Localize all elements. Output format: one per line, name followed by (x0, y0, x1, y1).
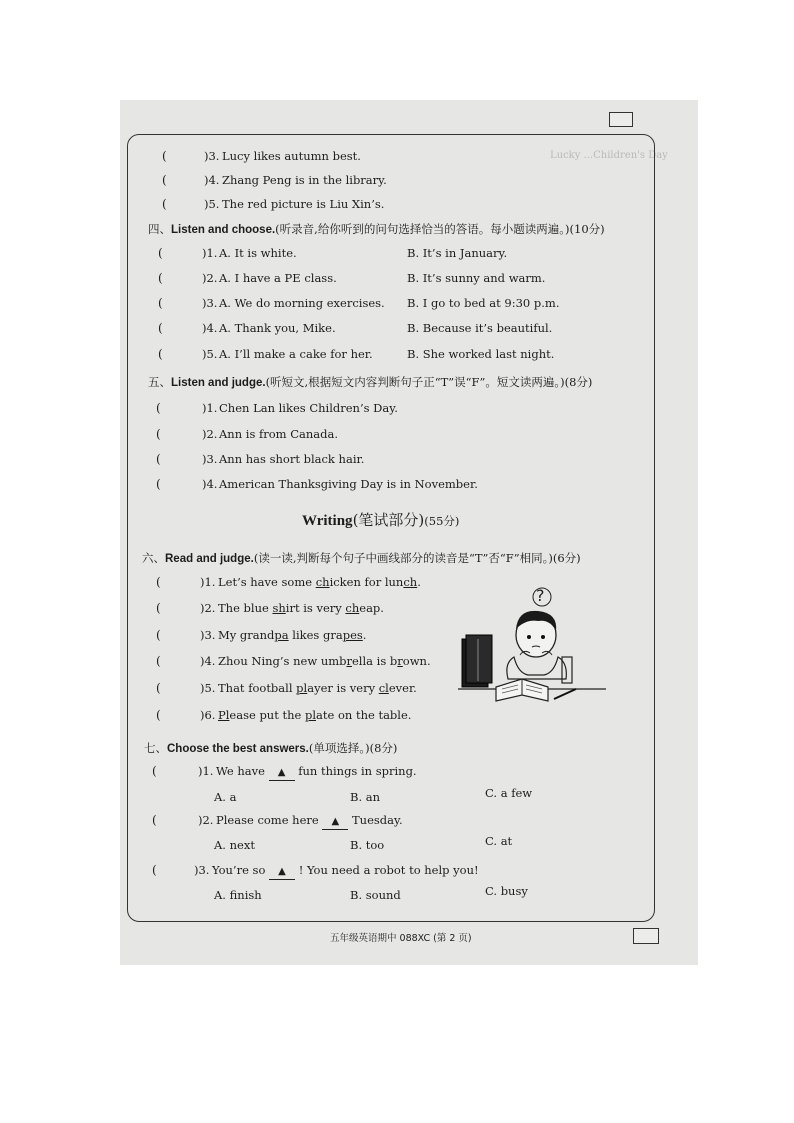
answer-paren-open: ( (152, 813, 157, 827)
answer-paren-open: ( (158, 271, 163, 285)
text-part: Please come here (216, 813, 319, 827)
option-b: B. sound (350, 888, 401, 902)
option-c: C. a few (485, 786, 533, 800)
option-c: C. busy (485, 884, 528, 898)
underlined-part: ch (345, 601, 360, 615)
option-a: A. We do morning exercises. (219, 296, 385, 310)
text-part: fun things in spring. (298, 764, 417, 778)
thinking-boy-illustration (458, 583, 608, 718)
text-part: ! You need a robot to help you! (298, 863, 479, 877)
question-number: )1. (198, 764, 214, 778)
question-text (218, 628, 366, 642)
text-part: The blue (218, 601, 273, 615)
question-number: )2. (200, 601, 216, 615)
underlined-part: pes (342, 628, 363, 642)
question-text: American Thanksgiving Day is in November. (219, 477, 478, 491)
text-part: irt is very (285, 601, 346, 615)
text-part: icken for lun (329, 575, 404, 589)
question-text (218, 575, 421, 589)
text-part: You’re so (212, 863, 266, 877)
answer-paren-open: ( (152, 764, 157, 778)
question-text (218, 654, 431, 668)
option-a: A. It is white. (219, 246, 297, 260)
svg-text:?: ? (536, 586, 545, 605)
answer-paren-open: ( (152, 863, 157, 877)
text-part: That football (218, 681, 297, 695)
text-part: We have (216, 764, 265, 778)
question-text (218, 601, 384, 615)
question-number: )2. (202, 427, 218, 441)
underlined-part: ch (403, 575, 418, 589)
answer-paren-open: ( (162, 173, 167, 187)
question-number: )3. (200, 628, 216, 642)
corner-box-top (609, 112, 633, 127)
underlined-part: pl (296, 681, 308, 695)
question-text (218, 681, 417, 695)
option-a: A. I have a PE class. (219, 271, 337, 285)
underlined-part: r (397, 654, 403, 668)
option-b: B. It’s sunny and warm. (407, 271, 546, 285)
answer-paren-open: ( (158, 296, 163, 310)
writing-heading: Writing(笔试部分)(55分) (302, 511, 460, 529)
answer-paren-open: ( (158, 347, 163, 361)
answer-paren-open: ( (162, 197, 167, 211)
question-text: Ann is from Canada. (219, 427, 339, 441)
underlined-part: ch (315, 575, 330, 589)
answer-paren-open: ( (158, 321, 163, 335)
text-part: . (362, 628, 367, 642)
section6-heading: 六、Read and judge.(读一读,判断每个句子中画线部分的读音是“T”否“F”相同。)(6分) (142, 551, 581, 565)
exam-sheet (120, 100, 698, 965)
question-text (216, 813, 403, 830)
text-part: ella is b (352, 654, 398, 668)
option-a: A. Thank you, Mike. (219, 321, 336, 335)
underlined-part: sh (272, 601, 286, 615)
question-number: )1. (202, 246, 218, 260)
bleed-through: Lucky ...Children's Day (550, 150, 668, 161)
question-number: )3. (202, 296, 218, 310)
question-number: )4. (202, 477, 218, 491)
question-number: )6. (200, 708, 216, 722)
question-number: )2. (198, 813, 214, 827)
corner-box-bottom (633, 928, 659, 944)
underlined-part: Pl (218, 708, 230, 722)
text-part: Tuesday. (352, 813, 403, 827)
option-c: C. at (485, 834, 513, 848)
question-number: )4. (204, 173, 220, 187)
question-text (218, 708, 411, 722)
option-b: B. too (350, 838, 385, 852)
text-part: ate on the table. (316, 708, 412, 722)
page-footer: 五年级英语期中 088XC (第 2 页) (330, 933, 472, 944)
answer-paren-open: ( (156, 601, 161, 615)
answer-paren-open: ( (156, 654, 161, 668)
section4-heading: 四、Listen and choose.(听录音,给你听到的问句选择恰当的答语。每小题读两遍。)(10分) (148, 222, 605, 236)
answer-paren-open: ( (162, 149, 167, 163)
question-number: )3. (204, 149, 220, 163)
section7-heading: 七、Choose the best answers.(单项选择。)(8分) (144, 741, 398, 755)
question-text: Zhang Peng is in the library. (222, 173, 387, 187)
answer-paren-open: ( (156, 628, 161, 642)
question-text (212, 863, 479, 880)
question-text: Chen Lan likes Children’s Day. (219, 401, 398, 415)
question-text (216, 764, 417, 781)
option-b: B. Because it’s beautiful. (407, 321, 553, 335)
question-number: )3. (194, 863, 210, 877)
underlined-part: pa (274, 628, 289, 642)
question-text: The red picture is Liu Xin’s. (222, 197, 385, 211)
option-a: A. a (214, 790, 237, 804)
answer-paren-open: ( (158, 246, 163, 260)
text-part: . (417, 575, 421, 589)
question-number: )5. (204, 197, 220, 211)
option-b: B. It’s in January. (407, 246, 508, 260)
question-text: Ann has short black hair. (219, 452, 365, 466)
option-b: B. an (350, 790, 381, 804)
question-text: Lucy likes autumn best. (222, 149, 361, 163)
option-a: A. finish (214, 888, 262, 902)
text-part: My grand (218, 628, 275, 642)
text-part: ease put the (229, 708, 305, 722)
answer-blank: ▲ (269, 865, 295, 880)
text-part: Let’s have some (218, 575, 316, 589)
answer-blank: ▲ (322, 815, 348, 830)
underlined-part: pl (304, 708, 317, 722)
question-number: )1. (200, 575, 216, 589)
text-part: own. (402, 654, 431, 668)
question-number: )4. (202, 321, 218, 335)
text-part: Zhou Ning’s new umb (218, 654, 347, 668)
answer-paren-open: ( (156, 575, 161, 589)
question-number: )3. (202, 452, 218, 466)
question-number: )4. (200, 654, 216, 668)
option-a: A. next (214, 838, 255, 852)
underlined-part: r (346, 654, 352, 668)
answer-blank: ▲ (269, 766, 295, 781)
section5-heading: 五、Listen and judge.(听短文,根据短文内容判断句子正“T”误“F”。短文读两遍。)(8分) (148, 375, 593, 389)
text-part: ever. (388, 681, 417, 695)
option-a: A. I’ll make a cake for her. (219, 347, 373, 361)
answer-paren-open: ( (156, 681, 161, 695)
text-part: ayer is very (307, 681, 379, 695)
question-number: )2. (202, 271, 218, 285)
question-number: )1. (202, 401, 218, 415)
question-number: )5. (202, 347, 218, 361)
answer-paren-open: ( (156, 708, 161, 722)
option-b: B. She worked last night. (407, 347, 555, 361)
text-part: eap. (359, 601, 384, 615)
answer-paren-open: ( (156, 427, 161, 441)
answer-paren-open: ( (156, 477, 161, 491)
answer-paren-open: ( (156, 452, 161, 466)
text-part: likes gra (288, 628, 343, 642)
underlined-part: cl (378, 681, 389, 695)
answer-paren-open: ( (156, 401, 161, 415)
option-b: B. I go to bed at 9:30 p.m. (407, 296, 560, 310)
question-number: )5. (200, 681, 216, 695)
